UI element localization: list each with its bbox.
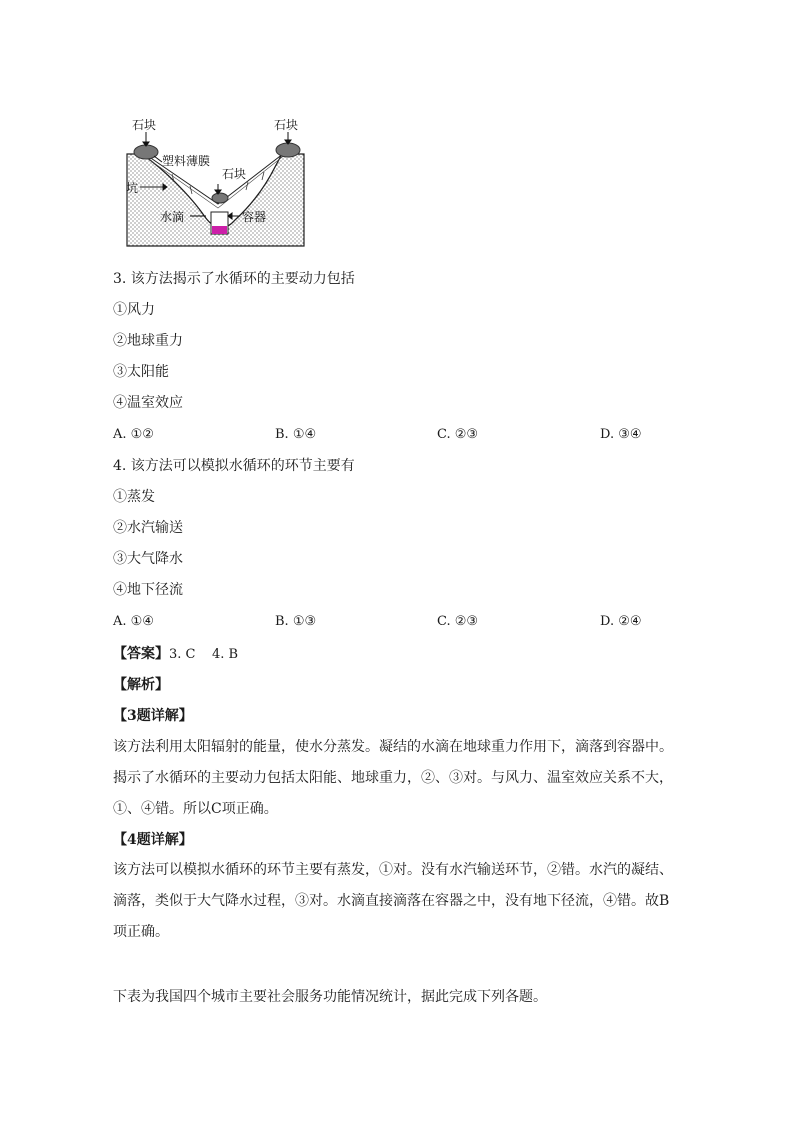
q4-detail-label: 【4题详解】 [113, 832, 193, 848]
q4-detail-text: 该方法可以模拟水循环的环节主要有蒸发，①对。没有水汽输送环节，②错。水汽的凝结、滴落，类似于大气降水过程，③对。水滴直接滴落在容器之中，没有地下径流，④错。故B项正确。 [113, 862, 673, 940]
q3-detail-text: 该方法利用太阳辐射的能量，使水分蒸发。凝结的水滴在地球重力作用下，滴落到容器中。揭示了水循环的主要动力包括太阳能、地球重力，②、③对。与风力、温室效应关系不大，①、④错。所以C项正确。 [113, 739, 673, 817]
q3-item-2: ②地球重力 [113, 333, 183, 349]
answer-label: 【答案】 [113, 646, 169, 662]
label-film: 塑料薄膜 [162, 154, 211, 168]
solar-still-diagram [120, 112, 310, 252]
q4-option-a: A. ①④ [113, 614, 154, 629]
q4-item-3: ③大气降水 [113, 551, 183, 567]
q4-item-1: ①蒸发 [113, 489, 155, 505]
label-drop: 水滴 [160, 210, 185, 224]
q3-option-c: C. ②③ [437, 427, 479, 442]
label-stone-right: 石块 [274, 118, 299, 132]
analysis-label: 【解析】 [113, 677, 169, 693]
answer-line [113, 646, 238, 663]
label-pit: 坑 [126, 181, 139, 195]
stone-center-shape [212, 193, 228, 203]
q4-option-d: D. ②④ [600, 614, 642, 629]
q4-item-4: ④地下径流 [113, 582, 183, 598]
q4-stem: 4. 该方法可以模拟水循环的环节主要有 [113, 458, 355, 474]
q3-detail-label: 【3题详解】 [113, 708, 193, 724]
q4-option-b: B. ①③ [275, 614, 317, 629]
q3-item-4: ④温室效应 [113, 395, 183, 411]
label-stone-center: 石块 [222, 167, 247, 181]
q3-stem: 3. 该方法揭示了水循环的主要动力包括 [113, 271, 355, 287]
q3-item-1: ①风力 [113, 302, 155, 318]
q3-option-d: D. ③④ [600, 427, 642, 442]
q4-option-c: C. ②③ [437, 614, 479, 629]
q4-item-2: ②水汽输送 [113, 520, 183, 536]
next-section-intro: 下表为我国四个城市主要社会服务功能情况统计，据此完成下列各题。 [113, 989, 547, 1005]
stone-right-shape [276, 143, 300, 157]
label-stone-left: 石块 [132, 118, 157, 132]
q3-option-a: A. ①② [113, 427, 154, 442]
answer-text: 3. C 4. B [169, 647, 239, 662]
label-container: 容器 [242, 210, 267, 224]
q3-item-3: ③太阳能 [113, 364, 169, 380]
q3-option-b: B. ①④ [275, 427, 317, 442]
